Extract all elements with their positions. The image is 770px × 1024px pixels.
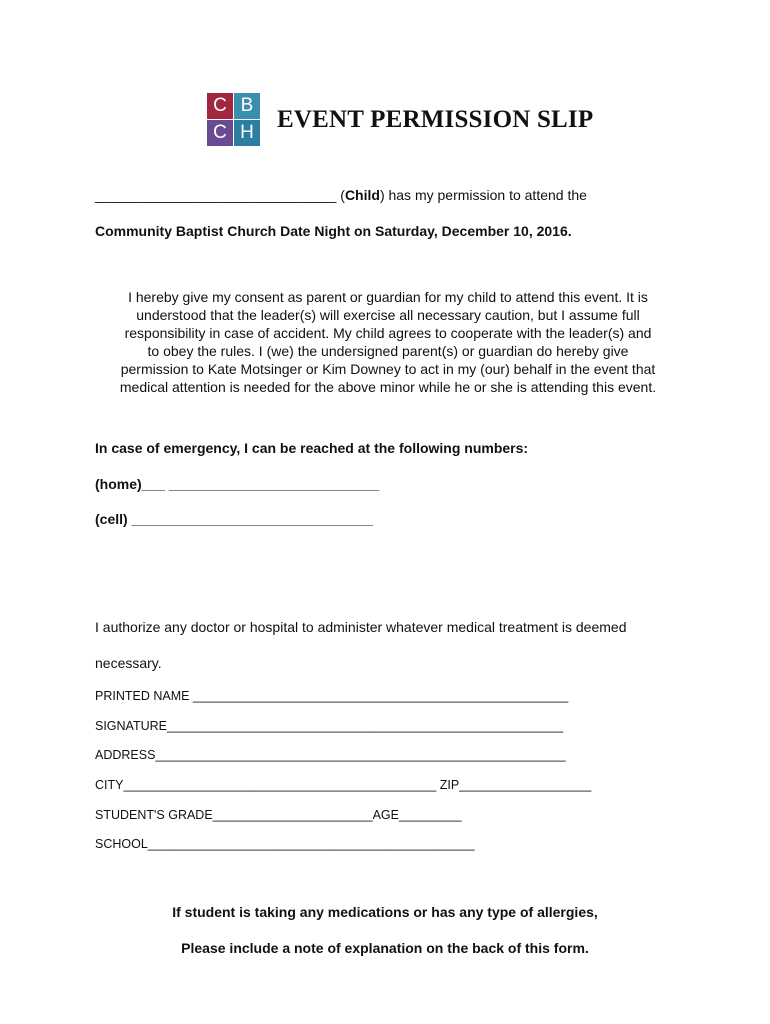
consent-line: to obey the rules. I (we) the undersigned parent(s) or guardian do hereby give [147, 342, 629, 359]
child-paren-open: ( [336, 187, 345, 203]
printed-name-field: PRINTED NAME ______________________________________________________ [95, 689, 569, 703]
consent-line: I hereby give my consent as parent or guardian for my child to attend this event. It is [128, 289, 648, 305]
grade-age-field: STUDENT'S GRADE_______________________AGE_________ [95, 808, 462, 822]
logo-letter-b: B [234, 93, 260, 119]
church-logo [207, 93, 260, 146]
logo-letter-c: C [207, 93, 233, 119]
city-zip-field: CITY_____________________________________________ ZIP___________________ [95, 778, 592, 792]
child-line-rest: ) has my permission to attend the [379, 187, 587, 203]
cell-phone-field: (cell) _______________________________ [95, 511, 373, 527]
signature-field: SIGNATURE_________________________________________________________ [95, 719, 564, 733]
school-field: SCHOOL_______________________________________________ [95, 837, 475, 851]
explanation-note: Please include a note of explanation on the back of this form. [181, 940, 589, 956]
consent-line: medical attention is needed for the above minor while he or she is attending this event. [119, 378, 657, 395]
event-details: Community Baptist Church Date Night on Saturday, December 10, 2016. [95, 223, 572, 239]
home-phone-field: (home)___ ___________________________ [95, 476, 380, 492]
medication-note: If student is taking any medications or has any type of allergies, [172, 904, 598, 920]
consent-line: understood that the leader(s) will exercise all necessary caution, but I assume full [136, 306, 640, 323]
address-field: ADDRESS___________________________________________________________ [95, 748, 566, 762]
consent-line: permission to Kate Motsinger or Kim Downey to act in my (our) behalf in the event that [120, 360, 656, 377]
authorization-text: I authorize any doctor or hospital to administer whatever medical treatment is deemed [95, 619, 627, 635]
page-title: EVENT PERMISSION SLIP [277, 106, 594, 133]
consent-paragraph [92, 289, 684, 396]
authorization-text-cont: necessary. [95, 655, 162, 671]
logo-letter-h: H [234, 120, 260, 146]
emergency-heading: In case of emergency, I can be reached at the following numbers: [95, 440, 529, 456]
child-permission-line [95, 187, 587, 203]
child-label: Child [344, 187, 380, 203]
consent-line: responsibility in case of accident. My child agrees to cooperate with the leader(s) and [124, 324, 652, 341]
child-name-blank: _______________________________ [95, 187, 337, 203]
logo-letter-c-lower: C [207, 120, 233, 146]
